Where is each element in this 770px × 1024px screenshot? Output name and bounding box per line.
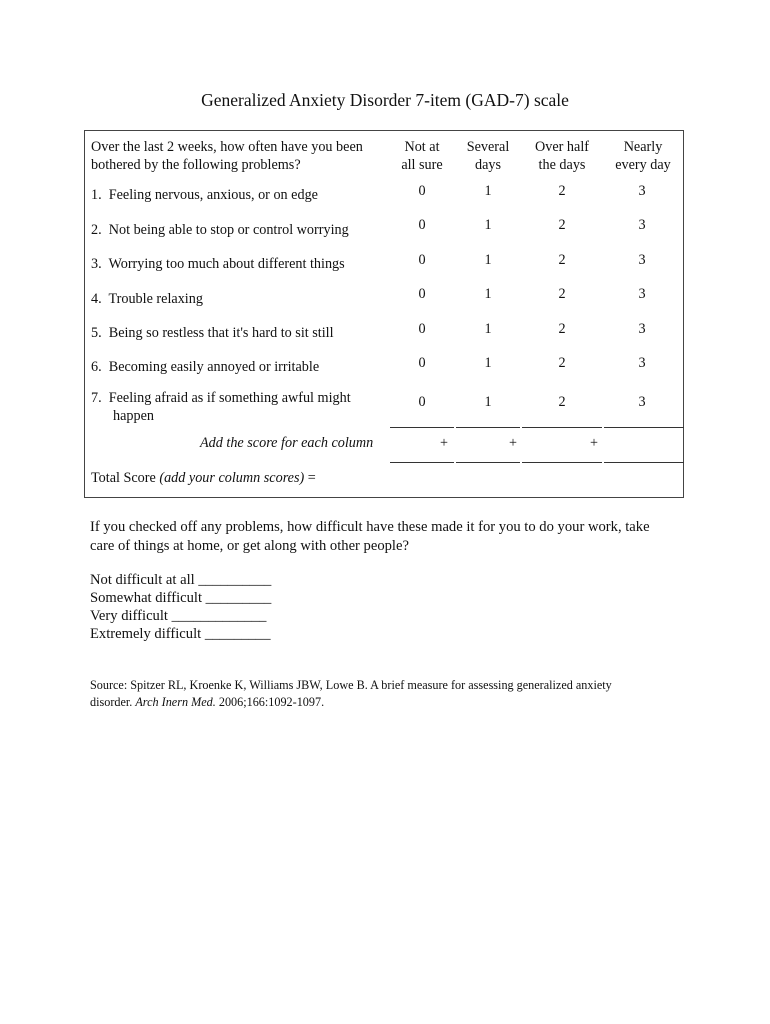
total-score-text: Total Score <box>91 470 160 486</box>
difficulty-question-line2: care of things at home, or get along with other people? <box>90 538 409 554</box>
difficulty-option-somewhat[interactable]: Somewhat difficult _________ <box>90 590 272 606</box>
item-label-continued: happen <box>113 408 154 424</box>
column-sum-top-line-3 <box>522 427 602 428</box>
score-0[interactable]: 0 <box>418 394 426 410</box>
item-label: 1. Feeling nervous, anxious, or on edge <box>91 187 318 203</box>
score-2[interactable]: 2 <box>558 183 566 199</box>
source-line2 <box>90 694 710 711</box>
source-line1: Source: Spitzer RL, Kroenke K, Williams JBW, Lowe B. A brief measure for assessing generalized anxiety <box>90 678 612 692</box>
source-journal: Arch Inern Med. <box>135 695 216 709</box>
total-score-italic: (add your column scores) <box>159 470 305 486</box>
page-title: Generalized Anxiety Disorder 7-item (GAD-7) scale <box>201 90 569 110</box>
score-2[interactable]: 2 <box>558 217 566 233</box>
column-sum-bottom-line-3 <box>522 462 602 463</box>
score-0[interactable]: 0 <box>418 217 426 233</box>
difficulty-option-not-difficult[interactable]: Not difficult at all __________ <box>90 572 272 588</box>
score-1[interactable]: 1 <box>484 183 492 199</box>
source-year: 2006;166:1092-1097. <box>215 695 325 709</box>
column-header-nearly-every-day <box>606 138 680 174</box>
source-citation <box>90 677 710 711</box>
score-1[interactable]: 1 <box>484 355 492 371</box>
score-1[interactable]: 1 <box>484 217 492 233</box>
item-label: 4. Trouble relaxing <box>91 291 203 307</box>
plus-sign-1: + <box>440 435 449 451</box>
table-question-line2: bothered by the following problems? <box>91 157 301 173</box>
score-0[interactable]: 0 <box>418 321 426 337</box>
score-3[interactable]: 3 <box>638 252 646 268</box>
column-sum-bottom-line-4 <box>604 462 684 463</box>
score-1[interactable]: 1 <box>484 394 492 410</box>
column-header-line2: the days <box>538 157 586 173</box>
score-2[interactable]: 2 <box>558 355 566 371</box>
difficulty-option-very[interactable]: Very difficult _____________ <box>90 608 267 624</box>
score-2[interactable]: 2 <box>558 321 566 337</box>
plus-sign-3: + <box>590 435 599 451</box>
column-header-line2: all sure <box>401 157 443 173</box>
total-score-equals: = <box>304 470 316 486</box>
score-3[interactable]: 3 <box>638 321 646 337</box>
column-sum-bottom-line-2 <box>456 462 520 463</box>
score-3[interactable]: 3 <box>638 183 646 199</box>
score-0[interactable]: 0 <box>418 252 426 268</box>
item-label: 2. Not being able to stop or control worrying <box>91 222 349 238</box>
add-score-label: Add the score for each column <box>200 435 374 451</box>
column-header-several-days <box>458 138 518 174</box>
column-header-line2: every day <box>615 157 671 173</box>
item-label: 3. Worrying too much about different things <box>91 256 345 272</box>
score-1[interactable]: 1 <box>484 286 492 302</box>
score-3[interactable]: 3 <box>638 217 646 233</box>
column-sum-top-line-2 <box>456 427 520 428</box>
score-0[interactable]: 0 <box>418 286 426 302</box>
score-1[interactable]: 1 <box>484 321 492 337</box>
score-3[interactable]: 3 <box>638 355 646 371</box>
score-2[interactable]: 2 <box>558 394 566 410</box>
item-label: 7. Feeling afraid as if something awful might <box>91 390 351 406</box>
score-0[interactable]: 0 <box>418 183 426 199</box>
score-0[interactable]: 0 <box>418 355 426 371</box>
score-1[interactable]: 1 <box>484 252 492 268</box>
plus-sign-2: + <box>509 435 518 451</box>
column-header-not-at-all <box>392 138 452 174</box>
score-3[interactable]: 3 <box>638 286 646 302</box>
score-2[interactable]: 2 <box>558 252 566 268</box>
column-header-line1: Over half <box>535 139 589 155</box>
column-header-line1: Nearly <box>623 139 663 155</box>
column-sum-bottom-line-1 <box>390 462 454 463</box>
difficulty-question-line1: If you checked off any problems, how difficult have these made it for you to do your work, take <box>90 519 650 535</box>
difficulty-option-extremely[interactable]: Extremely difficult _________ <box>90 626 271 642</box>
column-sum-top-line-4 <box>604 427 684 428</box>
item-label: 6. Becoming easily annoyed or irritable <box>91 359 320 375</box>
column-header-line2: days <box>474 157 501 173</box>
column-header-over-half <box>527 138 597 174</box>
score-3[interactable]: 3 <box>638 394 646 410</box>
total-score-label <box>91 469 316 487</box>
column-header-line1: Not at <box>404 139 440 155</box>
column-header-line1: Several <box>466 139 510 155</box>
column-sum-top-line-1 <box>390 427 454 428</box>
item-label: 5. Being so restless that it's hard to sit still <box>91 325 334 341</box>
source-text: disorder. <box>90 695 136 709</box>
score-2[interactable]: 2 <box>558 286 566 302</box>
table-question-line1: Over the last 2 weeks, how often have you been <box>91 139 363 155</box>
